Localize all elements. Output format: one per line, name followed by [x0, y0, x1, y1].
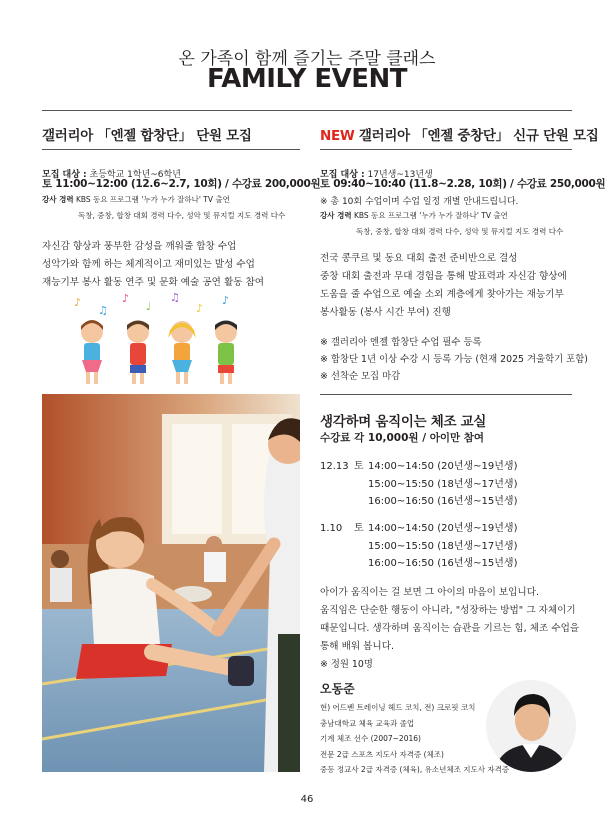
gym-top-divider — [320, 394, 572, 395]
gym-capacity: ※ 정원 10명 — [320, 659, 373, 670]
svg-text:♪: ♪ — [222, 294, 230, 307]
ensemble-divider — [320, 149, 572, 150]
choir-description: 자신감 향상과 풍부한 감성을 깨워줄 합창 수업 성악가와 함께 하는 체계적이고 재미있는 발성 수업 재능기부 봉사 활동 연주 및 문화 예술 공연 활동 참여 — [42, 241, 265, 288]
svg-text:♪: ♪ — [74, 296, 82, 309]
gym-session-1: 12.13 토 14:00~14:50 (20년생~19년생) 15:00~15:50 (18년생~17년생) 16:00~16:50 (16년생~15년생) — [320, 461, 518, 507]
choir-target: 모집 대상 : 초등학교 1학년~6학년 — [42, 170, 181, 180]
svg-text:♪: ♪ — [122, 292, 130, 305]
gym-title: 생각하며 움직이는 체조 교실 — [320, 414, 487, 430]
page-number: 46 — [300, 794, 314, 805]
ensemble-schedule: 토 09:40~10:40 (11.8~2.28, 10회) / 수강료 250,000원 — [320, 178, 606, 190]
choir-divider — [42, 149, 300, 150]
ensemble-title: NEW 갤러리아 「엔젤 중창단」 신규 단원 모집 — [320, 128, 599, 144]
ensemble-instructor: 강사 경력 KBS 동요 프로그램 '누가 누가 잘하나' TV 출연 — [320, 211, 508, 220]
gym-description: 아이가 움직이는 걸 보면 그 아이의 마음이 보입니다. 움직임은 단순한 행동이 아니라, "성장하는 방법" 그 자체이기 때문입니다. 생각하며 움직이는 습관을 기르는 힘, 체조 수업을 통해 배워 봅니다. — [320, 587, 580, 652]
ensemble-notes: ※ 갤러리아 엔젤 합창단 수업 필수 등록 ※ 합창단 1년 이상 수강 시 등록 가능 (현재 2025 겨울학기 포함) ※ 선착순 모집 마감 — [320, 337, 588, 382]
svg-text:♩: ♩ — [146, 300, 152, 313]
ensemble-instructor-line2: 독창, 중창, 합창 대회 경력 다수, 성악 및 뮤지컬 지도 경력 다수 — [356, 227, 564, 236]
coach-portrait — [486, 680, 576, 772]
ensemble-schedule-note: ※ 총 10회 수업이며 수업 일정 개별 안내드립니다. — [320, 197, 519, 207]
coach-name: 오동준 — [320, 682, 355, 696]
gym-session-2: 1.10 토 14:00~14:50 (20년생~19년생) 15:00~15:50 (18년생~17년생) 16:00~16:50 (16년생~15년생) — [320, 523, 518, 569]
svg-text:♫: ♫ — [170, 292, 180, 304]
ensemble-description: 전국 콩쿠르 및 동요 대회 출전 준비반으로 결성 중창 대회 출전과 무대 경험을 통해 발표력과 자신감 향상에 도움을 줄 수업으로 예술 소외 계층에게 찾아가는 재능기부 봉사활동 (봉사 시간 부여) 진행 — [320, 253, 567, 318]
gym-fee: 수강료 각 10,000원 / 아이만 참여 — [320, 432, 485, 444]
header-subtitle: 온 가족이 함께 즐기는 주말 클래스 — [178, 49, 436, 69]
new-badge: NEW — [320, 128, 355, 144]
header-title: FAMILY EVENT — [207, 64, 407, 94]
coach-career: 현) 어드벤 트레이닝 헤드 코치, 전) 크로핏 코치 충남대학교 체육 교육과 졸업 기계 체조 선수 (2007~2016) 전문 2급 스포츠 지도사 자격증 (체조) 중등 정교사 2급 자격증 (체육), 유소년체조 지도사 자격증 — [320, 703, 510, 774]
gymnastics-class-photo — [42, 394, 300, 772]
svg-text:♫: ♫ — [98, 304, 108, 317]
choir-schedule: 토 11:00~12:00 (12.6~2.7, 10회) / 수강료 200,000원 — [42, 178, 321, 190]
svg-text:♪: ♪ — [196, 302, 204, 315]
singing-kids-illustration — [70, 292, 250, 388]
choir-title: 갤러리아 「엔젤 합창단」 단원 모집 — [42, 128, 252, 144]
header-divider — [42, 110, 572, 111]
ensemble-target: 모집 대상 : 17년생~13년생 — [320, 170, 433, 180]
choir-instructor: 강사 경력 KBS 동요 프로그램 '누가 누가 잘하나' TV 출연 — [42, 195, 230, 204]
choir-instructor-line2: 독창, 중창, 합창 대회 경력 다수, 성악 및 뮤지컬 지도 경력 다수 — [78, 211, 286, 220]
